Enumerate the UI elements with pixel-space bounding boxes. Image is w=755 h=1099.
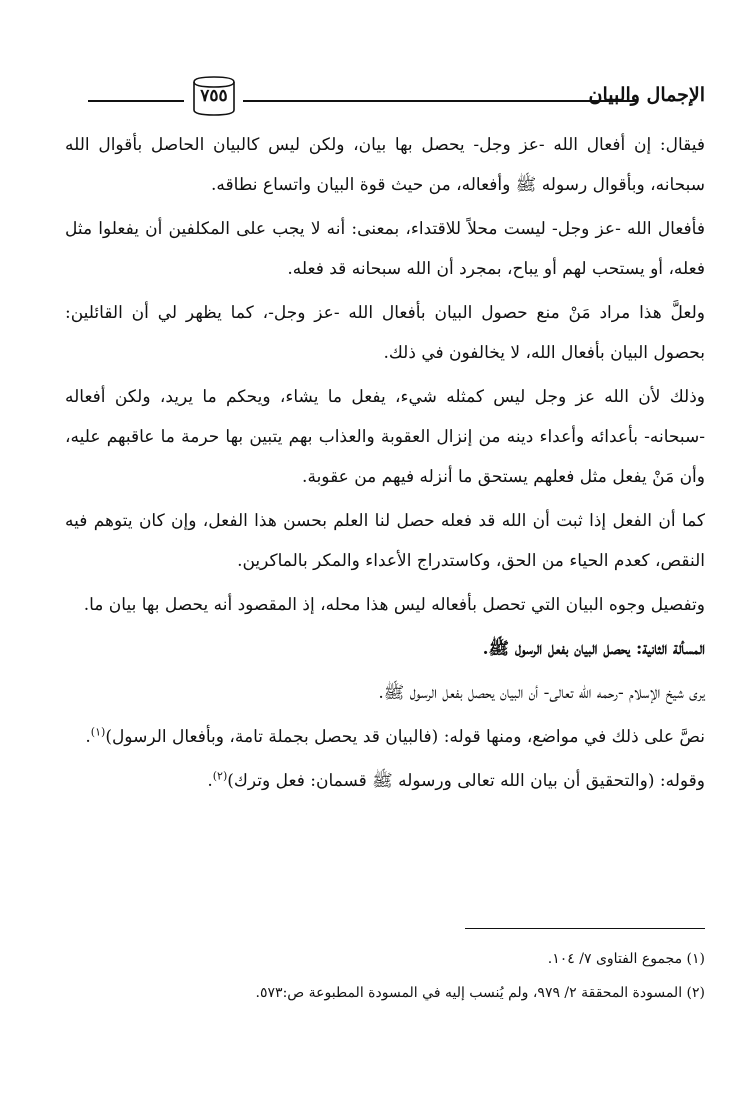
section-heading	[65, 629, 705, 669]
paragraph: وذلك لأن الله عز وجل ليس كمثله شيء، يفعل ما يشاء، ويحكم ما يريد، ولكن أفعاله -سبحانه- بأعدائه وأعداء دينه من إنزال العقوبة والعذاب بهم يتبين بها حرمة ما عاقبهم عليه، وأن مَنْ يفعل مثل فعلهم يستحق ما أنزله فيهم من عقوبة.	[65, 387, 705, 487]
paragraph: فأفعال الله -عز وجل- ليست محلاً للاقتداء، بمعنى: أنه لا يجب على المكلفين أن يفعلوا مثل فعله، أو يستحب لهم أو يباح، بمجرد أن الله سبحانه قد فعله.	[65, 219, 705, 279]
paragraph: كما أن الفعل إذا ثبت أن الله قد فعله حصل لنا العلم بحسن هذا الفعل، وإن كان يتوهم فيه النقص، كعدم الحياء من الحق، وكاستدراج الأعداء والمكر بالماكرين.	[65, 511, 705, 571]
header-rule-middle	[243, 100, 637, 102]
header-rule-left	[88, 100, 184, 102]
footnote-1: (١) مجموع الفتاوى ٧/ ١٠٤.	[547, 951, 705, 967]
main-text	[65, 125, 705, 805]
footnote-ref-1: (١)	[90, 725, 106, 739]
paragraph: يرى شيخ الإسلام -رحمه الله تعالى- أن البيان يحصل بفعل الرسول ﷺ.	[378, 683, 705, 703]
page-number-frame	[188, 74, 240, 118]
paragraph-text: نصَّ على ذلك في مواضع، ومنها قوله: (فالبيان قد يحصل بجملة تامة، وبأفعال الرسول)	[105, 727, 705, 747]
footnote-separator	[465, 928, 705, 929]
paragraph-text: وقوله: (والتحقيق أن بيان الله تعالى ورسوله ﷺ قسمان: فعل وترك)	[227, 771, 705, 791]
paragraph	[65, 717, 705, 757]
footnote-2: (٢) المسودة المحققة ٢/ ٩٧٩، ولم يُنسب إليه في المسودة المطبوعة ص:٥٧٣.	[255, 985, 705, 1001]
section-heading-text: المسألة الثانية: يحصل البيان بفعل الرسول ﷺ.	[482, 639, 705, 659]
footnotes	[65, 942, 705, 1010]
footnote-ref-2: (٢)	[212, 769, 228, 783]
running-title: الإجمال والبيان	[588, 84, 705, 106]
paragraph-end: .	[85, 727, 91, 747]
paragraph-end: .	[207, 771, 213, 791]
paragraph	[65, 761, 705, 801]
paragraph: ولعلَّ هذا مراد مَنْ منع حصول البيان بأفعال الله -عز وجل-، كما يظهر لي أن القائلين: بحصول البيان بأفعال الله، لا يخالفون في ذلك.	[65, 303, 705, 363]
paragraph: فيقال: إن أفعال الله -عز وجل- يحصل بها بيان، ولكن ليس كالبيان الحاصل بأقوال الله سبحانه، وبأقوال رسوله ﷺ وأفعاله، من حيث قوة البيان واتساع نطاقه.	[65, 135, 705, 195]
page-header	[70, 62, 705, 122]
paragraph: وتفصيل وجوه البيان التي تحصل بأفعاله ليس هذا محله، إذ المقصود أنه يحصل بها بيان ما.	[83, 595, 705, 615]
page-number: ٧٥٥	[200, 86, 228, 106]
